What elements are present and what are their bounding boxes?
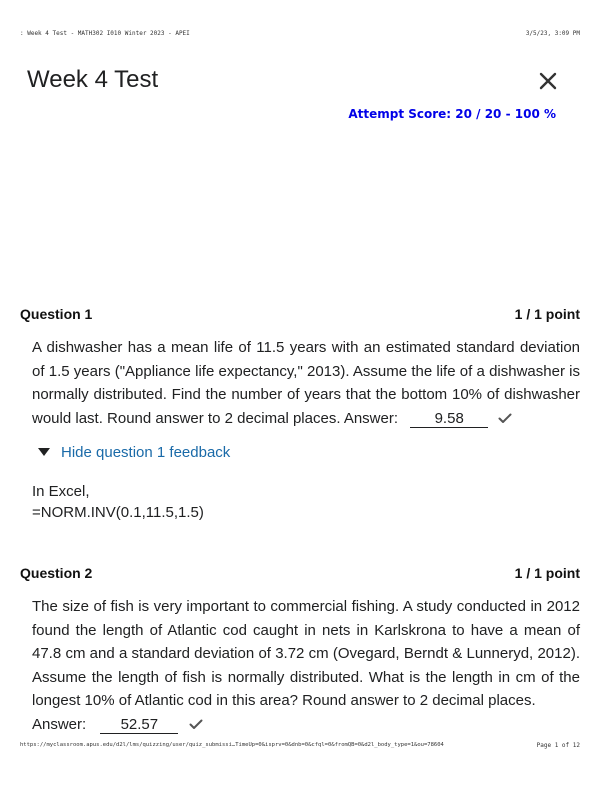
hide-question-1-feedback-link[interactable]: Hide question 1 feedback [61, 443, 231, 461]
close-x-icon [537, 70, 559, 92]
question-1-answer: 9.58 [410, 410, 488, 428]
print-header [20, 30, 580, 40]
correct-check-icon [189, 719, 203, 730]
attempt-score: Attempt Score: 20 / 20 - 100 % [348, 107, 556, 121]
question-1-feedback [32, 481, 204, 523]
question-2-header [20, 565, 580, 583]
question-2-body [32, 595, 580, 736]
question-2-answer-label: Answer: [32, 715, 87, 733]
feedback-line-2: =NORM.INV(0.1,11.5,1.5) [32, 504, 204, 521]
question-1-header [20, 306, 580, 324]
print-footer-url: https://myclassroom.apus.edu/d2l/lms/quizzing/user/quiz_submissi…TimeUp=0&isprv=0&dnb=0&cfql=0&fromQB=0&d2l_body_type=1&ou=78604 [20, 742, 444, 748]
question-2-answer: 52.57 [100, 716, 178, 734]
feedback-line-1: In Excel, [32, 483, 90, 500]
question-2-points: 1 / 1 point [514, 565, 580, 581]
correct-check-icon [498, 413, 512, 424]
triangle-down-icon [38, 448, 50, 456]
question-1-text: A dishwasher has a mean life of 11.5 years with an estimated standard deviation of 1.5 years ("Appliance life expectancy," 2013). Assume the life of a dishwasher is normally distributed. Find the number of years that the bottom 10% of dishwasher would last. Round answer to 2 decimal places. Answer: [32, 339, 580, 427]
question-1-title: Question 1 [20, 306, 93, 322]
print-footer-page: Page 1 of 12 [536, 742, 580, 749]
print-footer [20, 742, 580, 752]
hide-question-1-feedback-toggle[interactable] [38, 442, 230, 462]
print-header-title: : Week 4 Test - MATH302 I010 Winter 2023 - APEI [20, 30, 190, 37]
question-2-title: Question 2 [20, 565, 93, 581]
print-header-datetime: 3/5/23, 3:09 PM [525, 30, 580, 37]
question-2-text: The size of fish is very important to commercial fishing. A study conducted in 2012 found the length of Atlantic cod caught in nets in Karlskrona to have a mean of 47.8 cm and a standard deviation of 3.72 cm (Ovegard, Berndt & Lunneryd, 2012). Assume the length of fish is normally distributed. What is the length in cm of the longest 10% of Atlantic cod in this area? Round answer to 2 decimal places. [32, 598, 580, 709]
question-1-body [32, 336, 580, 430]
close-button[interactable] [537, 70, 559, 92]
question-1-points: 1 / 1 point [514, 306, 580, 322]
page-title: Week 4 Test [27, 66, 159, 93]
